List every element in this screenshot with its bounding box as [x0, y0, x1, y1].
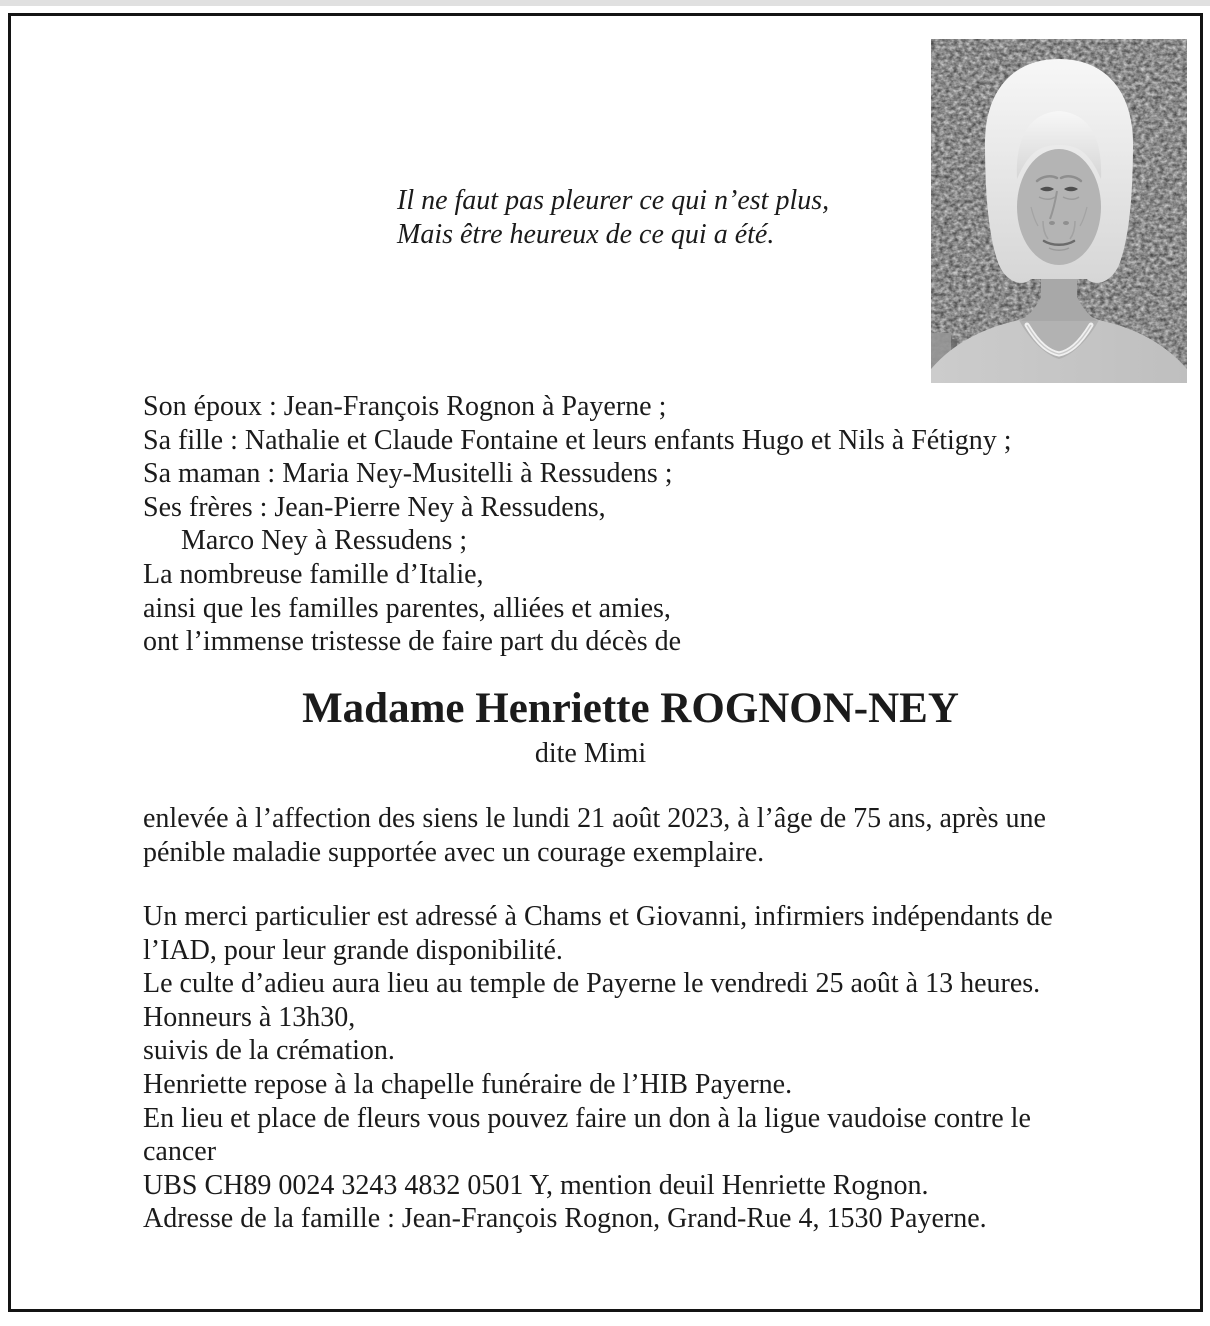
epigraph: [397, 184, 829, 252]
details-line-5: suivis de la crémation.: [143, 1035, 395, 1067]
details-line-2: l’IAD, pour leur grande disponibilité.: [143, 934, 563, 966]
face: [1017, 149, 1101, 265]
portrait-illustration: [931, 39, 1187, 383]
details-line-4: Honneurs à 13h30,: [143, 1001, 356, 1033]
announcement-line-1: enlevée à l’affection des siens le lundi 21 août 2023, à l’âge de 75 ans, après une: [143, 803, 1046, 834]
details-line-7: En lieu et place de fleurs vous pouvez faire un don à la ligue vaudoise contre le: [143, 1102, 1031, 1134]
family-list: [143, 390, 1012, 659]
family-line-7: ainsi que les familles parentes, alliées et amies,: [143, 592, 671, 624]
details-line-3: Le culte d’adieu aura lieu au temple de Payerne le vendredi 25 août à 13 heures.: [143, 968, 1041, 1000]
nickname-subtitle: dite Mimi: [534, 738, 647, 769]
details-line-6: Henriette repose à la chapelle funéraire de l’HIB Payerne.: [143, 1068, 793, 1100]
family-line-3: Sa maman : Maria Ney-Musitelli à Ressudens ;: [143, 458, 673, 490]
portrait-photo: [931, 39, 1187, 383]
page-top-edge: [0, 0, 1210, 6]
death-announcement: [143, 802, 1046, 869]
deceased-name-title: Madame Henriette ROGNON-NEY: [302, 685, 959, 732]
details-line-9: UBS CH89 0024 3243 4832 0501 Y, mention deuil Henriette Rognon.: [143, 1169, 929, 1201]
family-line-1: Son époux : Jean-François Rognon à Payerne ;: [143, 391, 667, 422]
epigraph-line-1: Il ne faut pas pleurer ce qui n’est plus,: [397, 185, 830, 216]
family-line-4: Ses frères : Jean-Pierre Ney à Ressudens,: [143, 491, 606, 523]
announcement-line-2: pénible maladie supportée avec un courage exemplaire.: [143, 836, 765, 868]
details-line-8: cancer: [143, 1136, 217, 1168]
family-line-6: La nombreuse famille d’Italie,: [143, 558, 484, 590]
family-line-2: Sa fille : Nathalie et Claude Fontaine et leurs enfants Hugo et Nils à Fétigny ;: [143, 424, 1012, 456]
details-line-10: Adresse de la famille : Jean-François Rognon, Grand-Rue 4, 1530 Payerne.: [143, 1203, 987, 1235]
family-line-5: Marco Ney à Ressudens ;: [181, 525, 468, 557]
ceremony-details: [143, 900, 1053, 1236]
details-line-1: Un merci particulier est adressé à Chams et Giovanni, infirmiers indépendants de: [143, 901, 1053, 932]
family-line-8: ont l’immense tristesse de faire part du décès de: [143, 626, 682, 658]
epigraph-line-2: Mais être heureux de ce qui a été.: [397, 219, 775, 250]
